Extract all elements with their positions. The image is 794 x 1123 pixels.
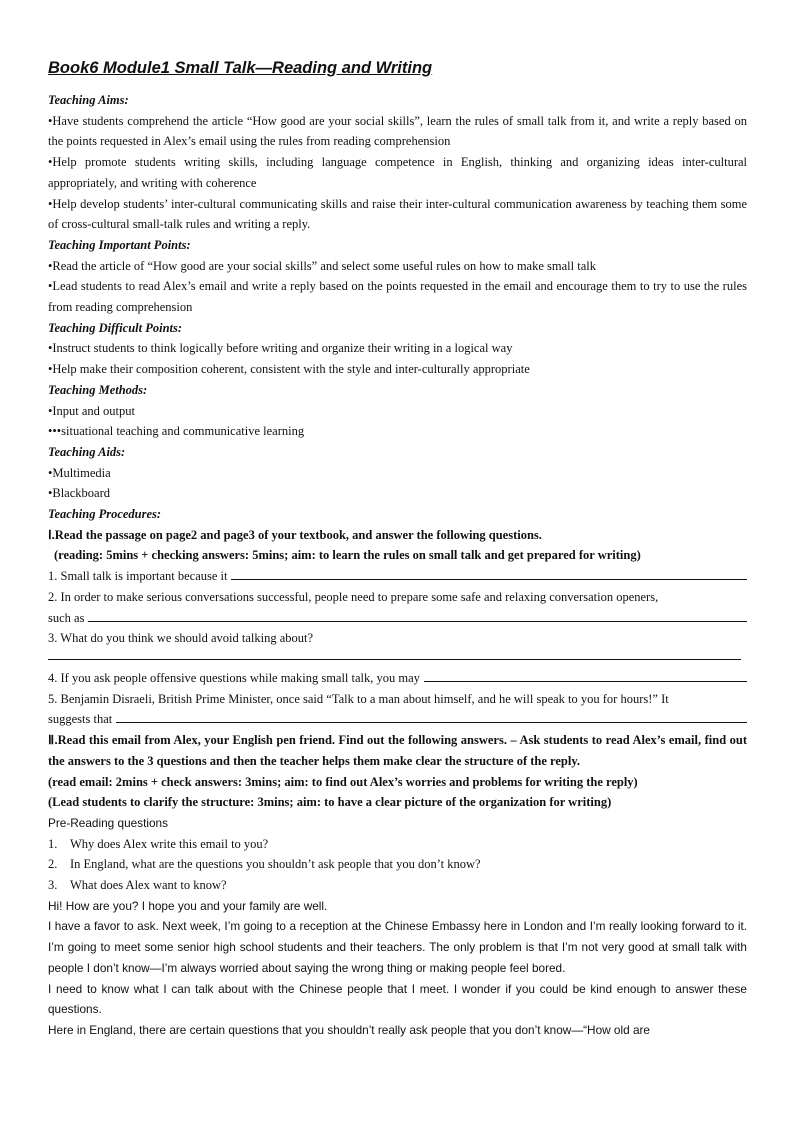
answer-blank-2[interactable]	[88, 609, 747, 622]
question-2-such-as: such as	[48, 610, 85, 625]
email-greeting: Hi! How are you? I hope you and your family are well.	[48, 898, 328, 913]
method-item: •••situational teaching and communicative learning	[48, 424, 305, 439]
question-1-text: 1. Small talk is important because it	[48, 569, 228, 584]
document-title: Book6 Module1 Small Talk—Reading and Writing	[48, 59, 433, 77]
prereading-question: Why does Alex write this email to you?	[70, 836, 269, 851]
prereading-item	[48, 875, 747, 896]
prereading-question: What does Alex want to know?	[70, 878, 227, 893]
procedures-heading: Teaching Procedures:	[48, 507, 162, 522]
question-1	[48, 566, 747, 587]
aid-item: •Blackboard	[48, 486, 110, 501]
answer-blank-5[interactable]	[116, 710, 747, 723]
important-points-heading: Teaching Important Points:	[48, 237, 191, 252]
method-item: •Input and output	[48, 403, 136, 418]
prereading-number: 3.	[48, 878, 58, 893]
document-page	[48, 56, 747, 1041]
answer-blank-1[interactable]	[231, 567, 747, 580]
methods-heading: Teaching Methods:	[48, 382, 148, 397]
question-5-continued	[48, 709, 747, 730]
question-4-text: 4. If you ask people offensive questions while making small talk, you may	[48, 670, 420, 685]
part2-structure-timing: (Lead students to clarify the structure: 3mins; aim: to have a clear picture of the organization for writing)	[48, 795, 612, 810]
aims-item: •Help promote students writing skills, including language competence in English, thinking and organizing ideas inter-cultural appropriately, and writing with coherence	[48, 155, 747, 190]
part1-timing: (reading: 5mins + checking answers: 5mins; aim: to learn the rules on small talk and get prepared for writing)	[54, 548, 641, 563]
email-paragraph: I have a favor to ask. Next week, I’m going to a reception at the Chinese Embassy here in London and I’m really looking forward to it. I’m going to meet some senior high school students and their teachers. The only problem is that I’m not very good at small talk with people I don’t know—I’m always worried about saying the wrong thing or making people feel bored.	[48, 919, 747, 975]
aims-item: •Help develop students’ inter-cultural communicating skills and raise their inter-cultural communication awareness by teaching them some of cross-cultural small-talk rules and writing a reply.	[48, 196, 747, 232]
question-2-text: 2. In order to make serious conversations successful, people need to prepare some safe and relaxing conversation openers,	[48, 589, 659, 604]
question-4	[48, 668, 747, 689]
prereading-item	[48, 834, 747, 855]
answer-blank-4[interactable]	[424, 669, 747, 682]
important-point-item: •Read the article of “How good are your social skills” and select some useful rules on how to make small talk	[48, 258, 596, 273]
prereading-heading: Pre-Reading questions	[48, 815, 169, 830]
aims-heading: Teaching Aims:	[48, 93, 129, 107]
email-paragraph: Here in England, there are certain questions that you shouldn’t really ask people that you don’t know—“How old are	[48, 1022, 650, 1037]
email-paragraph: I need to know what I can talk about with the Chinese people that I meet. I wonder if you could be kind enough to answer these questions.	[48, 981, 747, 1017]
prereading-question: In England, what are the questions you shouldn’t ask people that you don’t know?	[70, 857, 481, 872]
prereading-number: 1.	[48, 836, 58, 851]
question-5-suggests: suggests that	[48, 712, 113, 727]
question-2-continued	[48, 608, 747, 629]
aids-heading: Teaching Aids:	[48, 444, 126, 459]
part2-instruction: Ⅱ.Read this email from Alex, your English pen friend. Find out the following answers. – Ask students to read Alex’s email, find out the answers to the 3 questions and then the teacher helps them make clear the structure of the reply.	[48, 733, 747, 768]
difficult-point-item: •Instruct students to think logically before writing and organize their writing in a logical way	[48, 341, 513, 356]
question-3-text: 3. What do you think we should avoid talking about?	[48, 631, 314, 646]
difficult-point-item: •Help make their composition coherent, consistent with the style and inter-culturally appropriate	[48, 362, 530, 377]
prereading-item	[48, 854, 747, 875]
part1-instruction: Ⅰ.Read the passage on page2 and page3 of your textbook, and answer the following questions.	[48, 527, 542, 542]
part2-timing: (read email: 2mins + check answers: 3mins; aim: to find out Alex’s worries and problems for writing the reply)	[48, 774, 638, 789]
aid-item: •Multimedia	[48, 465, 111, 480]
difficult-points-heading: Teaching Difficult Points:	[48, 320, 183, 335]
question-5-text: 5. Benjamin Disraeli, British Prime Minister, once said “Talk to a man about himself, and he will speak to you for hours!” It	[48, 691, 669, 706]
aims-item: •Have students comprehend the article “How good are your social skills”, learn the rules of small talk from it, and write a reply based on the points requested in Alex’s email using the rules from reading comprehension	[48, 113, 747, 149]
answer-blank-3[interactable]	[48, 649, 741, 660]
important-point-item: •Lead students to read Alex’s email and write a reply based on the points requested in the email and encourage them to try to use the rules from reading comprehension	[48, 279, 747, 315]
prereading-number: 2.	[48, 857, 58, 872]
